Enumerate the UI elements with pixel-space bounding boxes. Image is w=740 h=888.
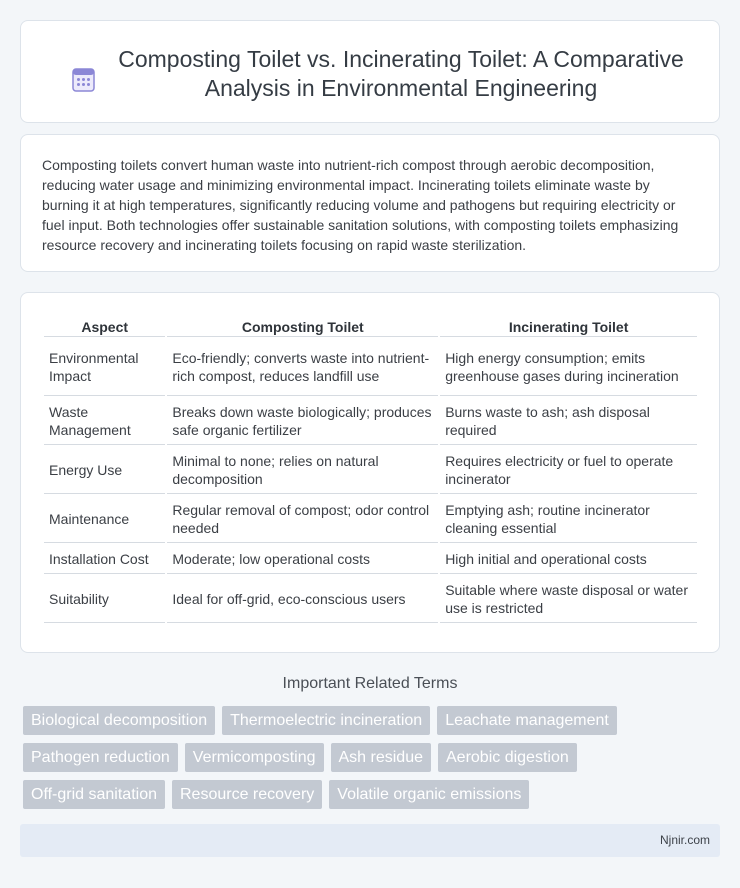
incinerating-cell: Suitable where waste disposal or water use is restricted xyxy=(440,574,697,623)
term-tag[interactable]: Vermicomposting xyxy=(185,743,324,772)
term-tag[interactable]: Off-grid sanitation xyxy=(23,780,165,809)
incinerating-cell: Requires electricity or fuel to operate incinerator xyxy=(440,445,697,494)
footer-bar xyxy=(20,824,720,857)
table-row xyxy=(44,337,697,396)
title-card xyxy=(20,20,720,123)
intro-card xyxy=(20,134,720,272)
composting-cell: Minimal to none; relies on natural decomposition xyxy=(167,445,438,494)
aspect-cell: Installation Cost xyxy=(44,543,165,574)
table-row xyxy=(44,543,697,574)
term-tag[interactable]: Aerobic digestion xyxy=(438,743,577,772)
term-tag[interactable]: Volatile organic emissions xyxy=(329,780,529,809)
composting-cell: Eco-friendly; converts waste into nutrient-rich compost, reduces landfill use xyxy=(167,337,438,396)
composting-cell: Breaks down waste biologically; produces safe organic fertilizer xyxy=(167,396,438,445)
table-row xyxy=(44,574,697,623)
incinerating-cell: Burns waste to ash; ash disposal required xyxy=(440,396,697,445)
incinerating-cell: High energy consumption; emits greenhouse gases during incineration xyxy=(440,337,697,396)
column-header-incinerating: Incinerating Toilet xyxy=(440,315,697,337)
table-row xyxy=(44,396,697,445)
term-tag[interactable]: Leachate management xyxy=(437,706,617,735)
page-title: Composting Toilet vs. Incinerating Toilet: A Comparative Analysis in Environmental Engineering xyxy=(118,46,684,101)
related-terms-list xyxy=(23,706,723,809)
aspect-cell: Waste Management xyxy=(44,396,165,445)
table-row xyxy=(44,494,697,543)
table-row xyxy=(44,445,697,494)
term-tag[interactable]: Resource recovery xyxy=(172,780,322,809)
term-tag[interactable]: Pathogen reduction xyxy=(23,743,178,772)
incinerating-cell: High initial and operational costs xyxy=(440,543,697,574)
calendar-grid-icon xyxy=(72,67,95,92)
table-header-row xyxy=(44,315,697,337)
column-header-aspect: Aspect xyxy=(44,315,165,337)
composting-cell: Regular removal of compost; odor control needed xyxy=(167,494,438,543)
aspect-cell: Suitability xyxy=(44,574,165,623)
related-terms-heading: Important Related Terms xyxy=(282,675,458,692)
composting-cell: Moderate; low operational costs xyxy=(167,543,438,574)
incinerating-cell: Emptying ash; routine incinerator cleaning essential xyxy=(440,494,697,543)
composting-cell: Ideal for off-grid, eco-conscious users xyxy=(167,574,438,623)
aspect-cell: Energy Use xyxy=(44,445,165,494)
aspect-cell: Environmental Impact xyxy=(44,337,165,396)
term-tag[interactable]: Biological decomposition xyxy=(23,706,215,735)
term-tag[interactable]: Thermoelectric incineration xyxy=(222,706,430,735)
column-header-composting: Composting Toilet xyxy=(167,315,438,337)
term-tag[interactable]: Ash residue xyxy=(331,743,432,772)
comparison-table-card xyxy=(20,292,720,653)
intro-paragraph: Composting toilets convert human waste into nutrient-rich compost through aerobic decomposition, reducing water usage and minimizing environmental impact. Incinerating toilets eliminate waste by burning it at high temperatures, significantly reducing volume and pathogens but requiring electricity or fuel input. Both technologies offer sustainable sanitation solutions, with composting toilets emphasizing resource recovery and incinerating toilets focusing on rapid waste sterilization. xyxy=(42,157,679,253)
source-label: Njnir.com xyxy=(659,833,710,847)
aspect-cell: Maintenance xyxy=(44,494,165,543)
comparison-table xyxy=(42,315,699,623)
